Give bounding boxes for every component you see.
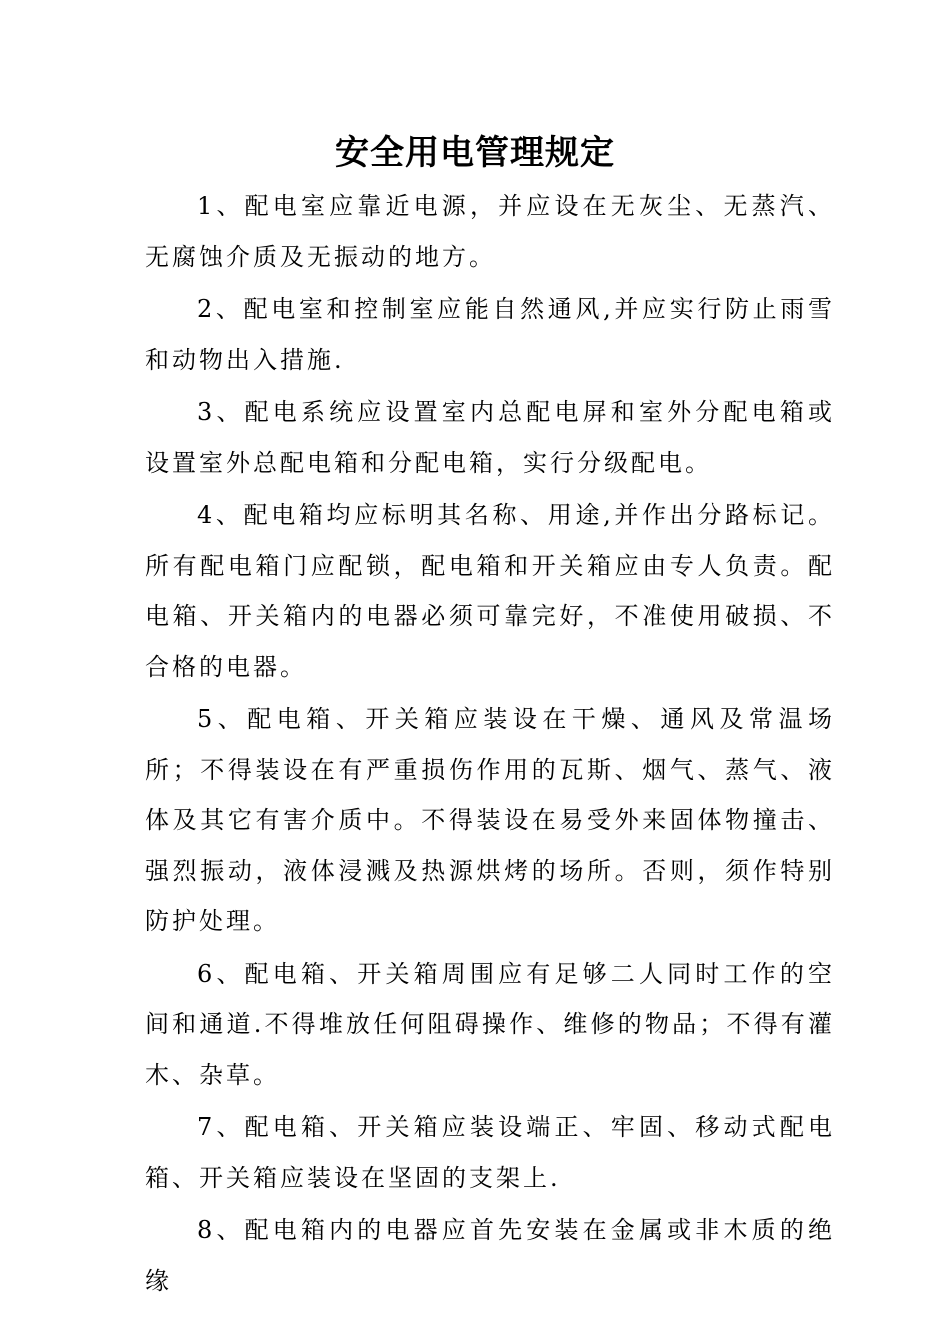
paragraph-3: 3、配电系统应设置室内总配电屏和室外分配电箱或设置室外总配电箱和分配电箱，实行分级配电。 [145,398,835,477]
paragraph-8: 8、配电箱内的电器应首先安装在金属或非木质的绝缘 [145,1216,835,1295]
document-body [145,181,835,1306]
paragraph-2: 2、配电室和控制室应能自然通风,并应实行防止雨雪和动物出入措施. [145,295,835,374]
paragraph-7: 7、配电箱、开关箱应装设端正、牢固、移动式配电箱、开关箱应装设在坚固的支架上. [145,1113,835,1192]
paragraph-1: 1、配电室应靠近电源，并应设在无灰尘、无蒸汽、无腐蚀介质及无振动的地方。 [145,192,835,271]
paragraph-6: 6、配电箱、开关箱周围应有足够二人同时工作的空间和通道.不得堆放任何阻碍操作、维修的物品；不得有灌木、杂草。 [145,959,835,1089]
paragraph-4: 4、配电箱均应标明其名称、用途,并作出分路标记。所有配电箱门应配锁，配电箱和开关箱应由专人负责。配电箱、开关箱内的电器必须可靠完好，不准使用破损、不合格的电器。 [145,501,835,681]
paragraph-5: 5、配电箱、开关箱应装设在干燥、通风及常温场所；不得装设在有严重损伤作用的瓦斯、烟气、蒸气、液体及其它有害介质中。不得装设在易受外来固体物撞击、强烈振动，液体浸溅及热源烘烤的场所。否则，须作特别防护处理。 [145,705,835,935]
document-title: 安全用电管理规定 [335,133,615,173]
